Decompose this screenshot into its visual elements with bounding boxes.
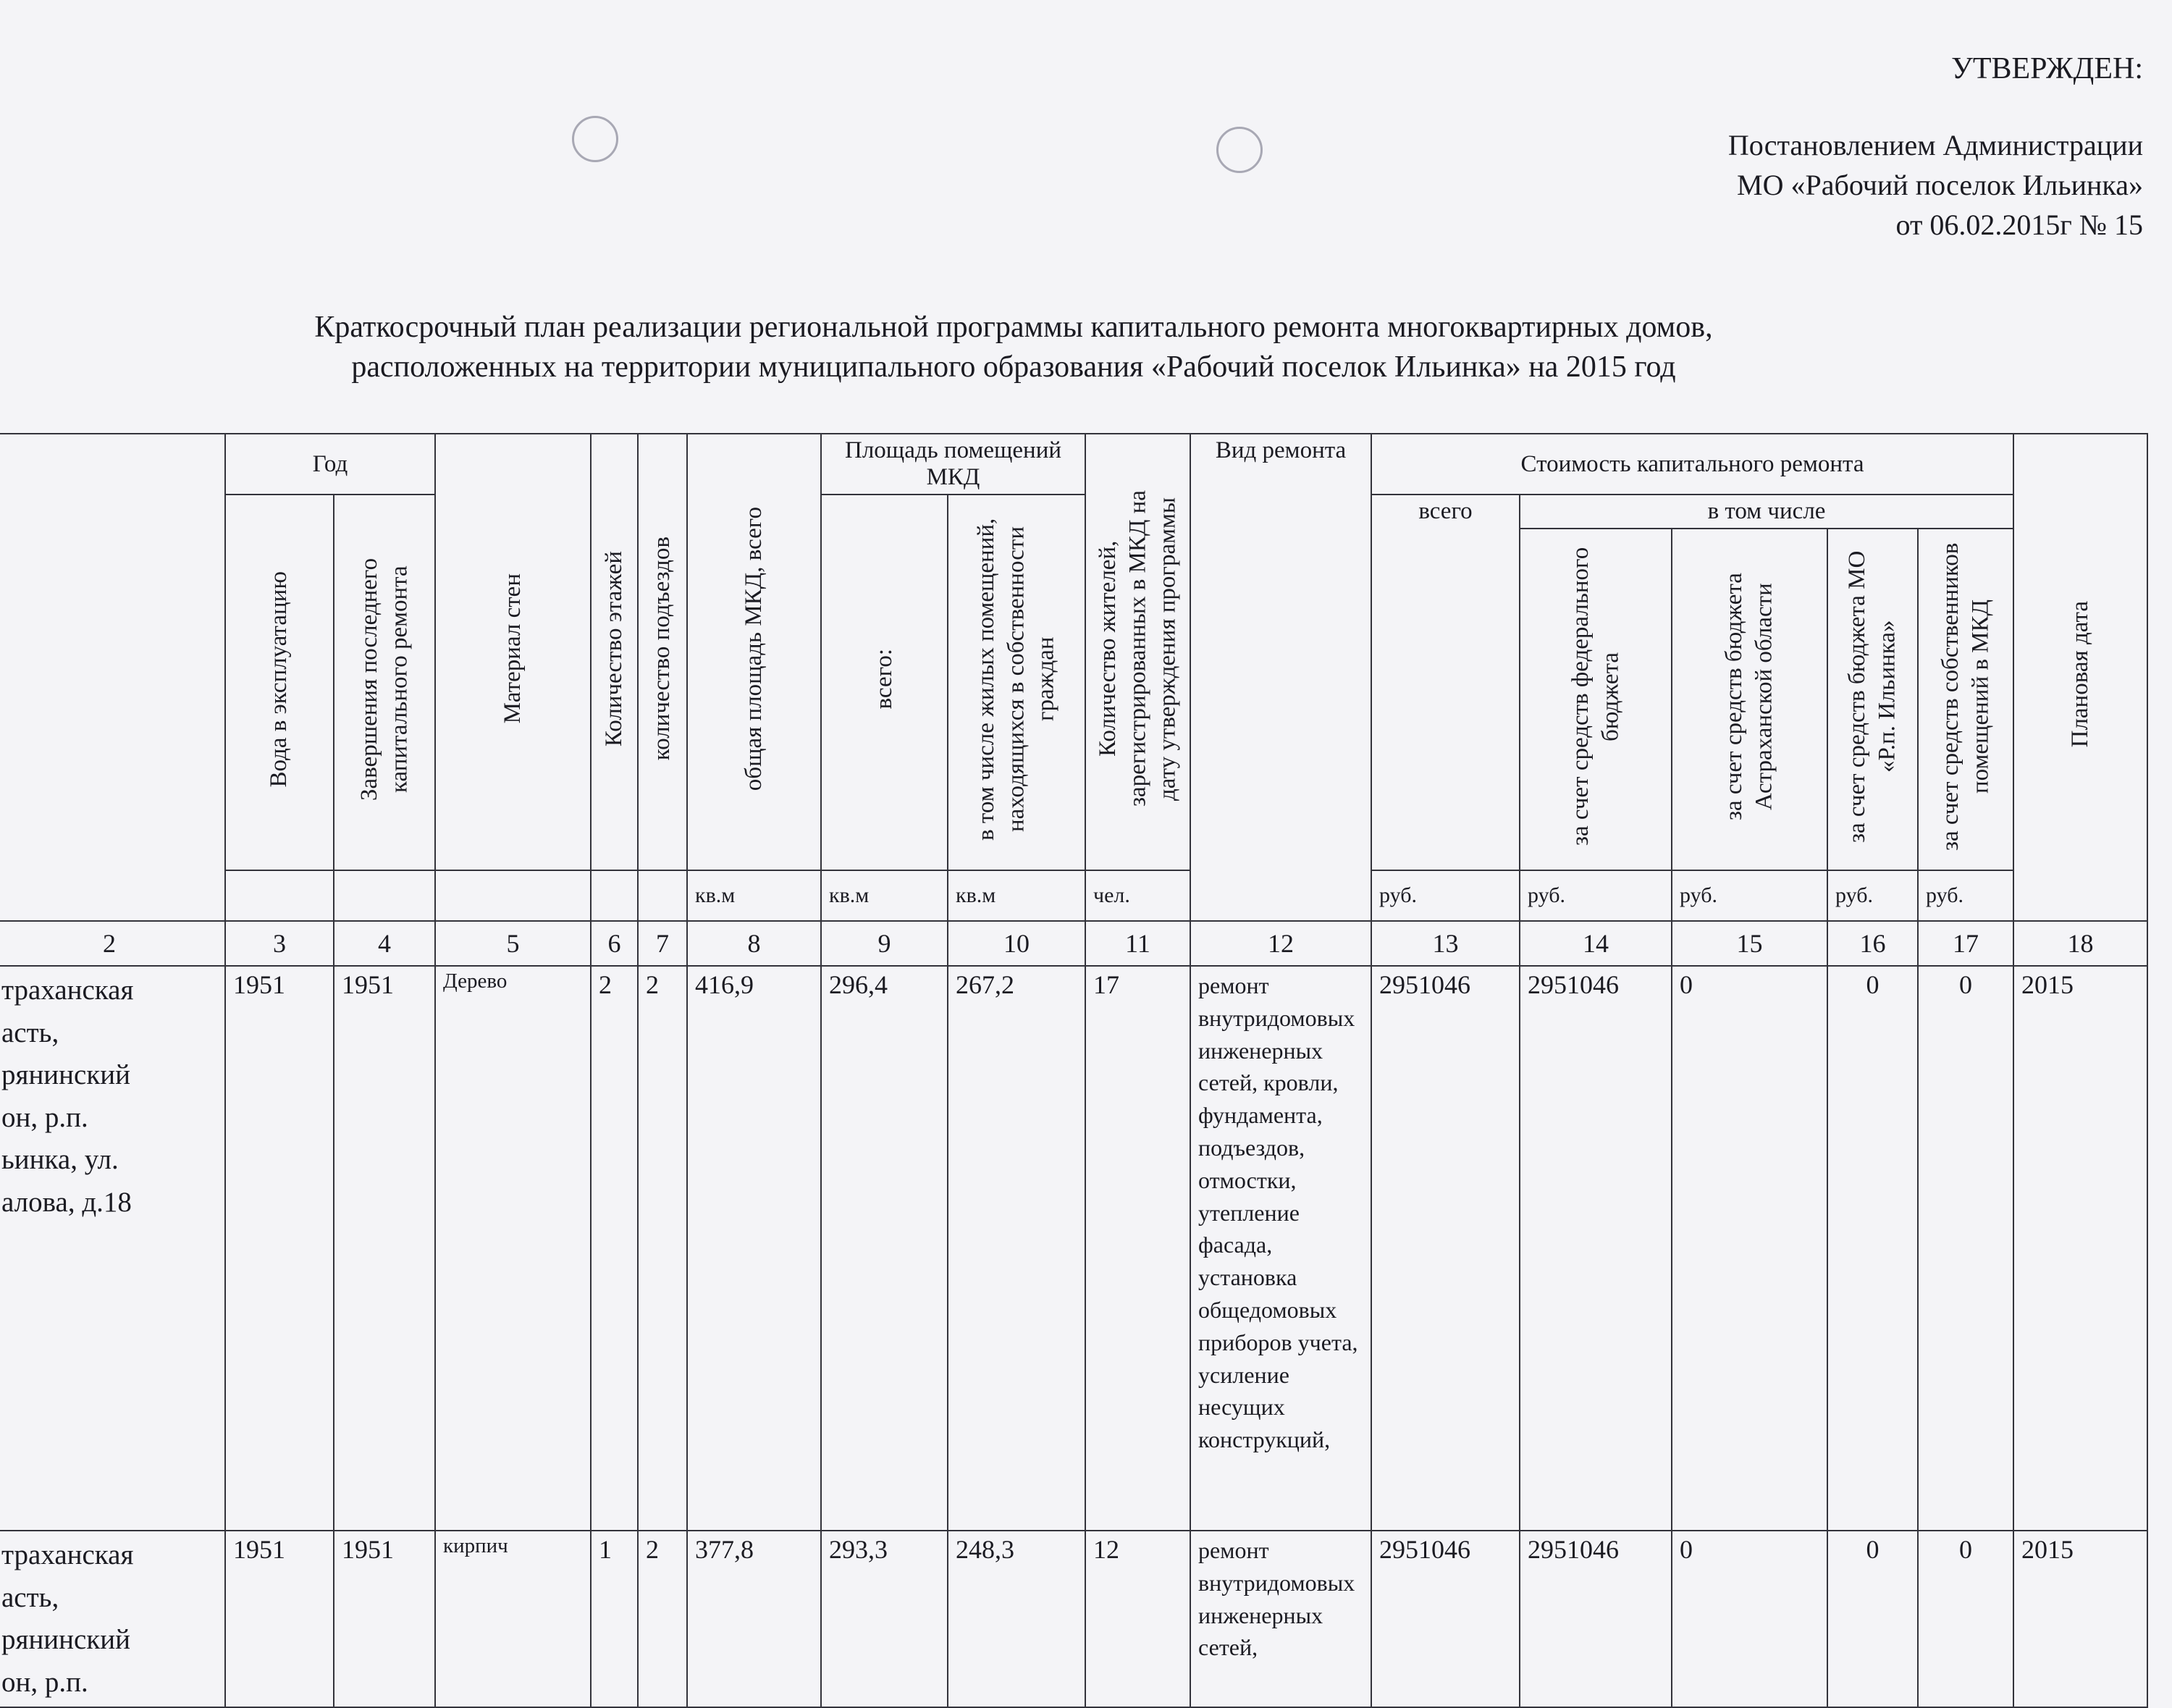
column-number: 14 (1520, 921, 1672, 966)
floors-cell: 2 (591, 966, 638, 1531)
premises-total-cell: 296,4 (821, 966, 948, 1531)
owners-cell: 0 (1918, 1531, 2013, 1707)
premises-area-header: Площадь помещений МКД (821, 434, 1085, 495)
cost-total-cell: 2951046 (1371, 966, 1520, 1531)
total-area-cell: 416,9 (687, 966, 821, 1531)
approval-heading: УТВЕРЖДЕН: (1951, 52, 2143, 85)
wall-material-cell: Дерево (435, 966, 591, 1531)
units-row (0, 870, 2147, 921)
cost-header: Стоимость капитального ремонта (1371, 434, 2013, 495)
total-area-cell: 377,8 (687, 1531, 821, 1707)
column-number: 8 (687, 921, 821, 966)
column-number: 16 (1827, 921, 1918, 966)
planned-date-header: Плановая дата (2013, 434, 2147, 921)
repair-type-header: Вид ремонта (1190, 434, 1371, 921)
unit-regional: руб. (1672, 870, 1827, 921)
floors-header: Количество этажей (591, 434, 638, 870)
column-number: 3 (225, 921, 334, 966)
column-number: 7 (638, 921, 687, 966)
premises-total-cell: 293,3 (821, 1531, 948, 1707)
unit-premises-total: кв.м (821, 870, 948, 921)
residents-cell: 12 (1085, 1531, 1190, 1707)
address-cell: траханская асть, рянинский он, р.п. (0, 1531, 225, 1707)
header-row-1 (0, 434, 2147, 495)
commissioning-header: Вода в эксплуатацию (225, 495, 334, 870)
regional-cell: 0 (1672, 966, 1827, 1531)
last-repair-header: Завершения последнего капитального ремонта (334, 495, 435, 870)
title-line-2: расположенных на территории муниципального образования «Рабочий поселок Ильинка» на 2015 год (351, 350, 1676, 384)
wall-material-cell: кирпич (435, 1531, 591, 1707)
column-number: 11 (1085, 921, 1190, 966)
premises-citizens-cell: 248,3 (948, 1531, 1085, 1707)
year-header: Год (225, 434, 435, 495)
column-number: 13 (1371, 921, 1520, 966)
unit-municipal: руб. (1827, 870, 1918, 921)
federal-cell: 2951046 (1520, 966, 1672, 1531)
premises-citizens-header: в том числе жилых помещений, находящихся в собственности граждан (948, 495, 1085, 870)
column-number: 18 (2013, 921, 2147, 966)
municipal-header: за счет средств бюджета МО «Р.п. Ильинка» (1827, 529, 1918, 870)
premises-total-header: всего: (821, 495, 948, 870)
table-row (0, 966, 2147, 1531)
unit-owners: руб. (1918, 870, 2013, 921)
unit-total-area: кв.м (687, 870, 821, 921)
owners-header: за счет средств собственников помещений в МКД (1918, 529, 2013, 870)
unit-federal: руб. (1520, 870, 1672, 921)
regional-cell: 0 (1672, 1531, 1827, 1707)
last-repair-cell: 1951 (334, 1531, 435, 1707)
column-number: 9 (821, 921, 948, 966)
repair-plan-table (0, 433, 2148, 1708)
unit-empty (638, 870, 687, 921)
unit-premises-citizens: кв.м (948, 870, 1085, 921)
commissioning-cell: 1951 (225, 1531, 334, 1707)
column-numbers-row (0, 921, 2147, 966)
column-number: 2 (0, 921, 225, 966)
federal-header: за счет средств федерального бюджета (1520, 529, 1672, 870)
federal-cell: 2951046 (1520, 1531, 1672, 1707)
residents-header: Количество жителей, зарегистрированных в МКД на дату утверждения программы (1085, 434, 1190, 870)
including-header: в том числе (1520, 495, 2013, 529)
cost-total-cell: 2951046 (1371, 1531, 1520, 1707)
table-row (0, 1531, 2147, 1707)
repair-type-cell: ремонт внутридомовых инженерных сетей, кровли, фундамента, подъездов, отмостки, утепление фасада, установка общедомовых приборов учета, усиление несущих конструкций, (1190, 966, 1371, 1531)
premises-citizens-cell: 267,2 (948, 966, 1085, 1531)
column-number: 12 (1190, 921, 1371, 966)
address-cell: траханская асть, рянинский он, р.п. ьинка, ул. алова, д.18 (0, 966, 225, 1531)
punch-hole (1216, 127, 1263, 173)
wall-material-header: Материал стен (435, 434, 591, 870)
repair-type-cell: ремонт внутридомовых инженерных сетей, (1190, 1531, 1371, 1707)
planned-date-cell: 2015 (2013, 966, 2147, 1531)
total-area-header: общая площадь МКД, всего (687, 434, 821, 870)
header-row-2 (0, 495, 2147, 529)
commissioning-cell: 1951 (225, 966, 334, 1531)
unit-empty (225, 870, 334, 921)
column-number: 5 (435, 921, 591, 966)
regional-header: за счет средств бюджета Астраханской области (1672, 529, 1827, 870)
punch-hole (572, 116, 618, 162)
unit-empty (591, 870, 638, 921)
residents-cell: 17 (1085, 966, 1190, 1531)
entrances-cell: 2 (638, 966, 687, 1531)
unit-cost-total: руб. (1371, 870, 1520, 921)
floors-cell: 1 (591, 1531, 638, 1707)
approval-line-2: МО «Рабочий поселок Ильинка» (1737, 169, 2143, 201)
municipal-cell: 0 (1827, 1531, 1918, 1707)
column-number: 4 (334, 921, 435, 966)
planned-date-cell: 2015 (2013, 1531, 2147, 1707)
column-number: 17 (1918, 921, 2013, 966)
entrances-header: количество подъездов (638, 434, 687, 870)
unit-empty (334, 870, 435, 921)
column-number: 6 (591, 921, 638, 966)
unit-empty (435, 870, 591, 921)
column-number: 15 (1672, 921, 1827, 966)
approval-line-3: от 06.02.2015г № 15 (1895, 209, 2143, 241)
owners-cell: 0 (1918, 966, 2013, 1531)
address-header-cell (0, 434, 225, 921)
title-line-1: Краткосрочный план реализации региональной программы капитального ремонта многоквартирных домов, (314, 311, 1713, 344)
column-number: 10 (948, 921, 1085, 966)
unit-residents: чел. (1085, 870, 1190, 921)
municipal-cell: 0 (1827, 966, 1918, 1531)
last-repair-cell: 1951 (334, 966, 435, 1531)
document-title (217, 308, 1810, 387)
cost-total-header: всего (1371, 495, 1520, 870)
approval-line-1: Постановлением Администрации (1727, 129, 2143, 161)
entrances-cell: 2 (638, 1531, 687, 1707)
